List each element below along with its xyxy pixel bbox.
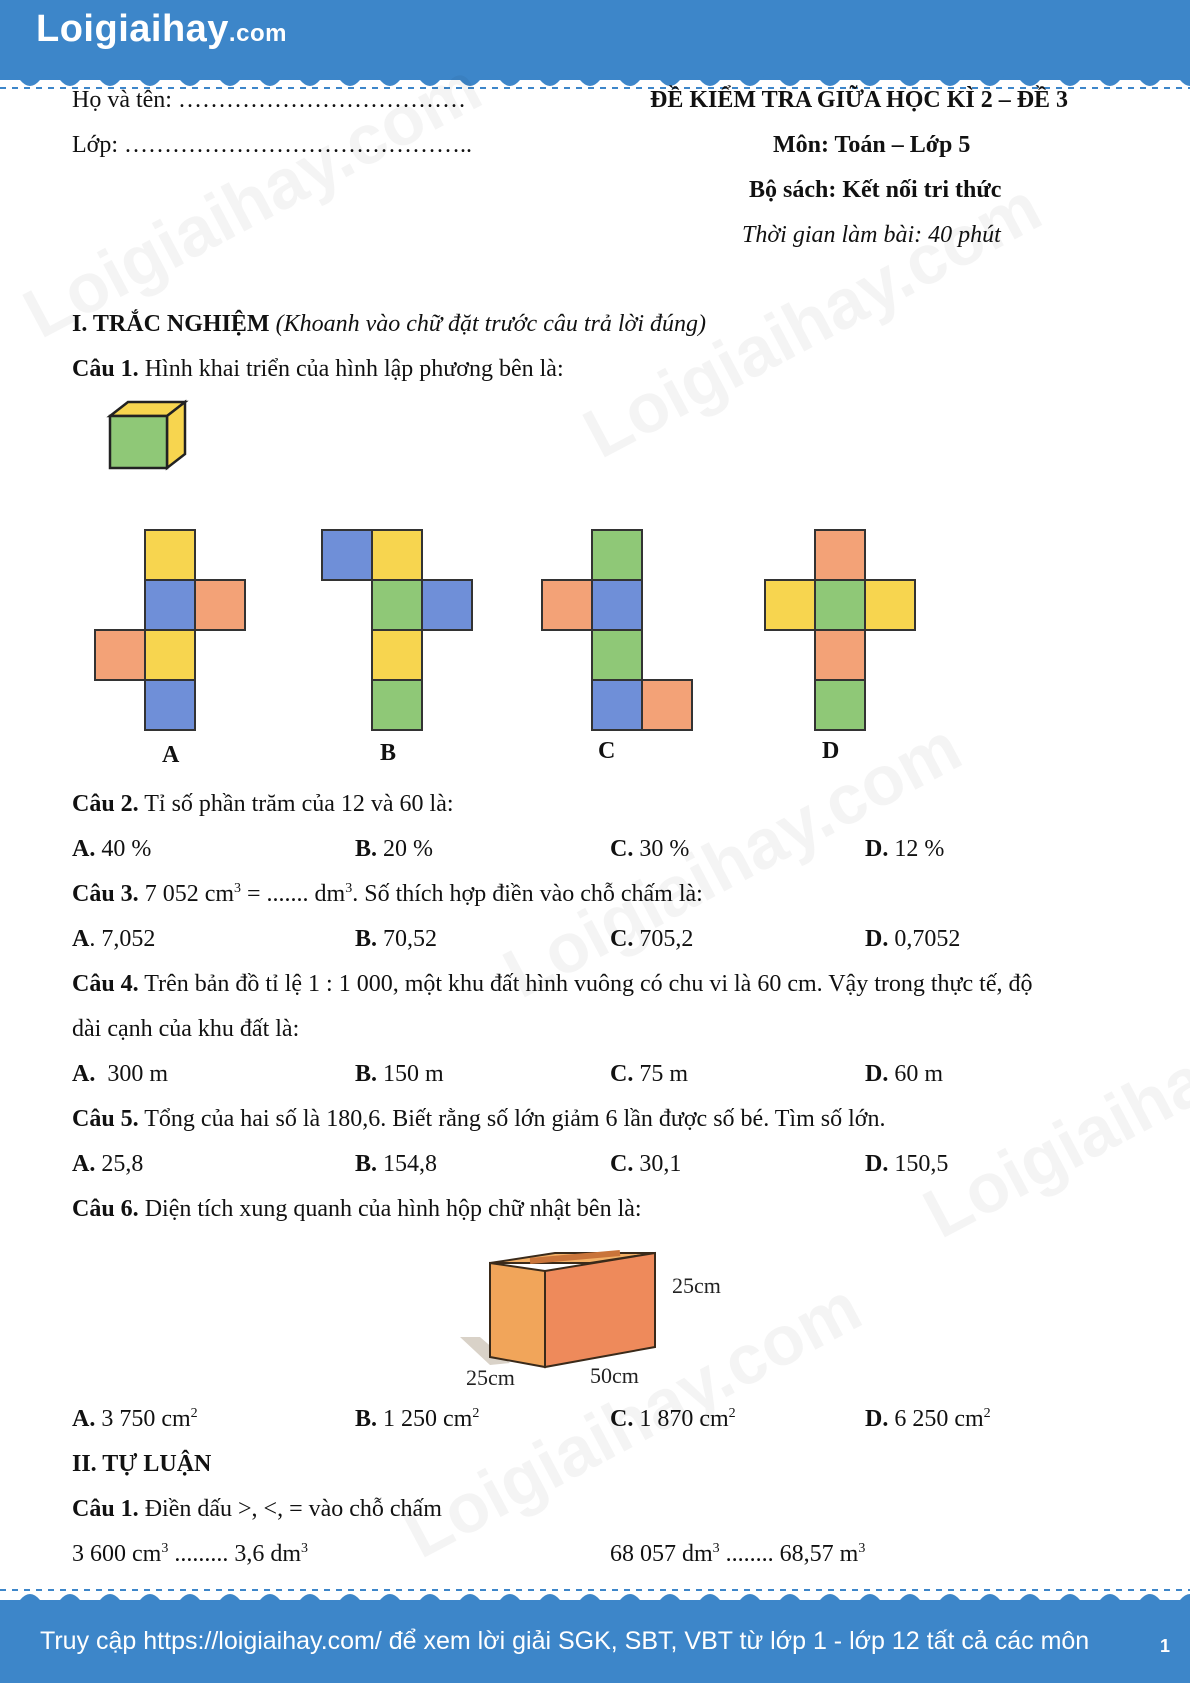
essay-question-1: Câu 1. Điền dấu >, <, = vào chỗ chấm xyxy=(72,1496,442,1522)
cube-nets xyxy=(0,520,1000,770)
q4-option-b[interactable]: B. 150 m xyxy=(355,1061,444,1087)
q6-option-a[interactable]: A. 3 750 $cm^2$ xyxy=(72,1406,198,1432)
q5-option-b[interactable]: B. 154,8 xyxy=(355,1151,438,1177)
site-logo[interactable]: Loigiaihay.com xyxy=(36,8,287,50)
q4-option-d[interactable]: D. 60 m xyxy=(865,1061,944,1087)
box-width-label: 25cm xyxy=(466,1365,515,1390)
cube-figure xyxy=(100,398,190,473)
question-4-line-2: dài cạnh của khu đất là: xyxy=(72,1016,300,1042)
q3-option-c[interactable]: C. 705,2 xyxy=(610,926,694,952)
question-6: Câu 6. Diện tích xung quanh của hình hộp chữ nhật bên là: xyxy=(72,1196,642,1222)
q3-option-b[interactable]: B. 70,52 xyxy=(355,926,438,952)
net-label-a: A xyxy=(162,742,180,768)
box-figure xyxy=(450,1245,750,1390)
box-length-label: 50cm xyxy=(590,1363,639,1388)
question-3: Câu 3. 7 052 $cm^3$ = ....... $dm^3$. Số thích hợp điền vào chỗ chấm là: xyxy=(72,881,703,907)
section-2-heading: II. TỰ LUẬN xyxy=(72,1451,212,1477)
question-5: Câu 5. Tổng của hai số là 180,6. Biết rằng số lớn giảm 6 lần được số bé. Tìm số lớn. xyxy=(72,1106,886,1132)
exam-title: ĐỀ KIỂM TRA GIỮA HỌC KÌ 2 – ĐỀ 3 xyxy=(650,87,1069,113)
q2-option-d[interactable]: D. 12 % xyxy=(865,836,945,862)
q4-option-a[interactable]: A. 300 m xyxy=(72,1061,169,1087)
net-label-b: B xyxy=(380,740,397,766)
q2-option-c[interactable]: C. 30 % xyxy=(610,836,690,862)
q2-option-a[interactable]: A. 40 % xyxy=(72,836,152,862)
net-label-d: D xyxy=(822,738,840,764)
exam-subject: Môn: Toán – Lớp 5 xyxy=(773,132,971,158)
q6-option-d[interactable]: D. 6 250 $cm^2$ xyxy=(865,1406,991,1432)
question-1: Câu 1. Hình khai triển của hình lập phương bên là: xyxy=(72,356,564,382)
essay-1-right-comparison: 68 057 $dm^3$ ........ 68,57 $m^3$ xyxy=(610,1541,866,1567)
net-label-c: C xyxy=(598,738,616,764)
q4-option-c[interactable]: C. 75 m xyxy=(610,1061,689,1087)
q3-option-a[interactable]: A. 7,052 xyxy=(72,926,156,952)
exam-book: Bộ sách: Kết nối tri thức xyxy=(749,177,1002,203)
box-height-label: 25cm xyxy=(672,1273,721,1298)
question-4: Câu 4. Trên bản đồ tỉ lệ 1 : 1 000, một khu đất hình vuông có chu vi là 60 cm. Vậy trong thực tế, độ xyxy=(72,971,1033,997)
q3-option-d[interactable]: D. 0,7052 xyxy=(865,926,961,952)
essay-1-left-comparison: 3 600 $cm^3$ ......... 3,6 $dm^3$ xyxy=(72,1541,308,1567)
q6-option-b[interactable]: B. 1 250 $cm^2$ xyxy=(355,1406,480,1432)
q5-option-c[interactable]: C. 30,1 xyxy=(610,1151,682,1177)
q5-option-a[interactable]: A. 25,8 xyxy=(72,1151,144,1177)
student-class-label: Lớp: …………………………………….. xyxy=(72,132,473,158)
page-number: 1 xyxy=(1160,1636,1171,1656)
question-2: Câu 2. Tỉ số phần trăm của 12 và 60 là: xyxy=(72,791,454,817)
exam-time: Thời gian làm bài: 40 phút xyxy=(742,222,1001,248)
q6-option-c[interactable]: C. 1 870 $cm^2$ xyxy=(610,1406,736,1432)
q2-option-b[interactable]: B. 20 % xyxy=(355,836,434,862)
q5-option-d[interactable]: D. 150,5 xyxy=(865,1151,949,1177)
student-name-label: Họ và tên: ……………………………… xyxy=(72,87,466,113)
footer-link-text[interactable]: Truy cập https://loigiaihay.com/ để xem lời giải SGK, SBT, VBT từ lớp 1 - lớp 12 tất cả các môn xyxy=(40,1627,1090,1655)
section-1-heading: I. TRẮC NGHIỆM (Khoanh vào chữ đặt trước câu trả lời đúng) xyxy=(72,311,706,337)
